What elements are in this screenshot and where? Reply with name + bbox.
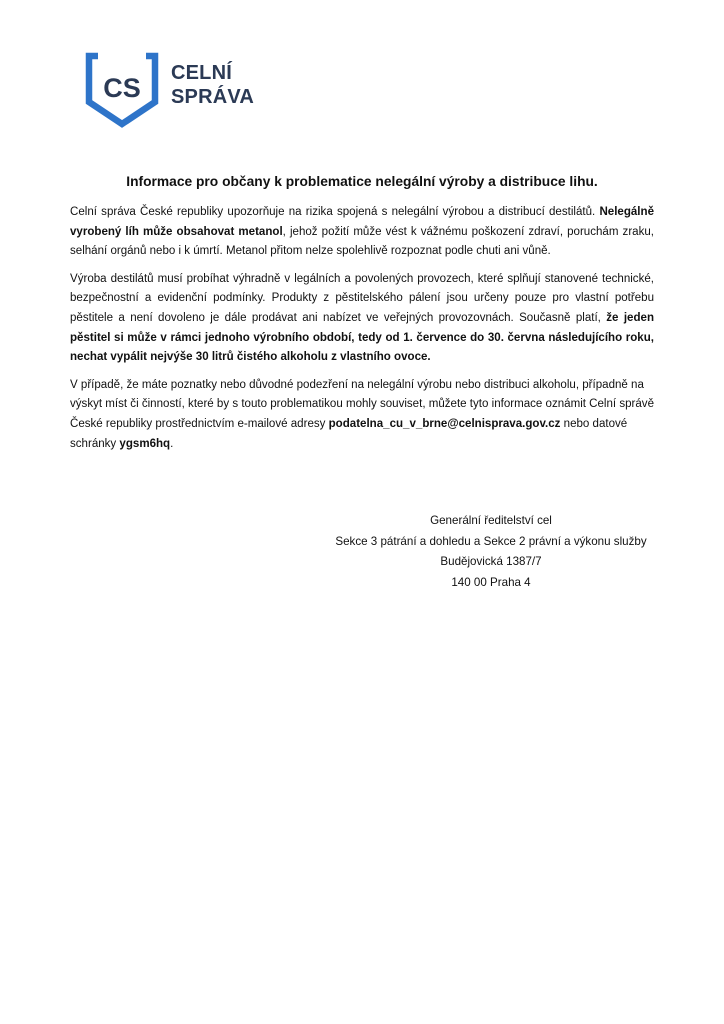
paragraph-1-bold: Nelegálně vyrobený líh může obsahovat metanol [70, 206, 654, 238]
signature-line-4: 140 00 Praha 4 [451, 575, 531, 589]
paragraph-1-text-a: Celní správa České republiky upozorňuje na rizika spojená s nelegální výrobou a distribucí destilátů. [70, 206, 600, 218]
data-box-id: ygsm6hq [119, 437, 171, 450]
signature-line-2: Sekce 3 pátrání a dohledu a Sekce 2 právní a výkonu služby [335, 534, 647, 548]
paragraph-reporting [70, 376, 654, 454]
signature-block [310, 511, 672, 593]
logo-line-2: SPRÁVA [171, 86, 255, 108]
signature-line-3: Budějovická 1387/7 [440, 555, 542, 568]
logo-line-1: CELNÍ [171, 62, 232, 84]
logo-mark-text: CS [103, 73, 141, 103]
paragraph-3-text-a: V případě, že máte poznatky nebo důvodné podezření na nelegální výrobu nebo distribuci alkoholu, případně na výskyt míst či činností, které by s touto problematikou mohly souviset, můžete tyto informace oznámit Celní správě České republiky prostřednictvím e-mailové adresy [70, 378, 654, 430]
paragraph-2-text-a: Výroba destilátů musí probíhat výhradně v legálních a povolených provozech, které splňují stanovené technické, bezpečnostní a evidenční podmínky. Produkty z pěstitelského pálení jsou určeny pouze pro vlastní potřebu pěstitele a není dovoleno je dále prodávat ani nabízet ve veřejných provozovnách. Současně platí, [70, 272, 654, 324]
paragraph-1-text-b: , jehož požití může vést k vážnému poškození zdraví, poruchám zraku, selhání orgánů nebo i k úmrtí. Metanol přitom nelze spolehlivě rozpoznat podle chuti ani vůně. [70, 225, 654, 258]
paragraph-3-text-b: nebo datové schránky [70, 417, 628, 450]
document-title: Informace pro občany k problematice nelegální výroby a distribuce lihu. [126, 174, 598, 189]
paragraph-legal-production [70, 270, 654, 368]
document-body [70, 203, 654, 462]
paragraph-2-bold: že jeden pěstitel si může v rámci jednoho výrobního období, tedy od 1. července do 30. června následujícího roku, nechat vypálit nejvýše 30 litrů čistého alkoholu z vlastního ovoce. [70, 311, 655, 364]
paragraph-methanol-warning [70, 203, 654, 262]
cs-shield-logo-icon [85, 50, 160, 128]
logo-wordmark [171, 61, 254, 109]
celni-sprava-logo [85, 50, 275, 130]
signature-line-1: Generální ředitelství cel [430, 514, 552, 527]
paragraph-3-text-c: . [170, 437, 174, 450]
contact-email: podatelna_cu_v_brne@celnisprava.gov.cz [328, 417, 561, 430]
